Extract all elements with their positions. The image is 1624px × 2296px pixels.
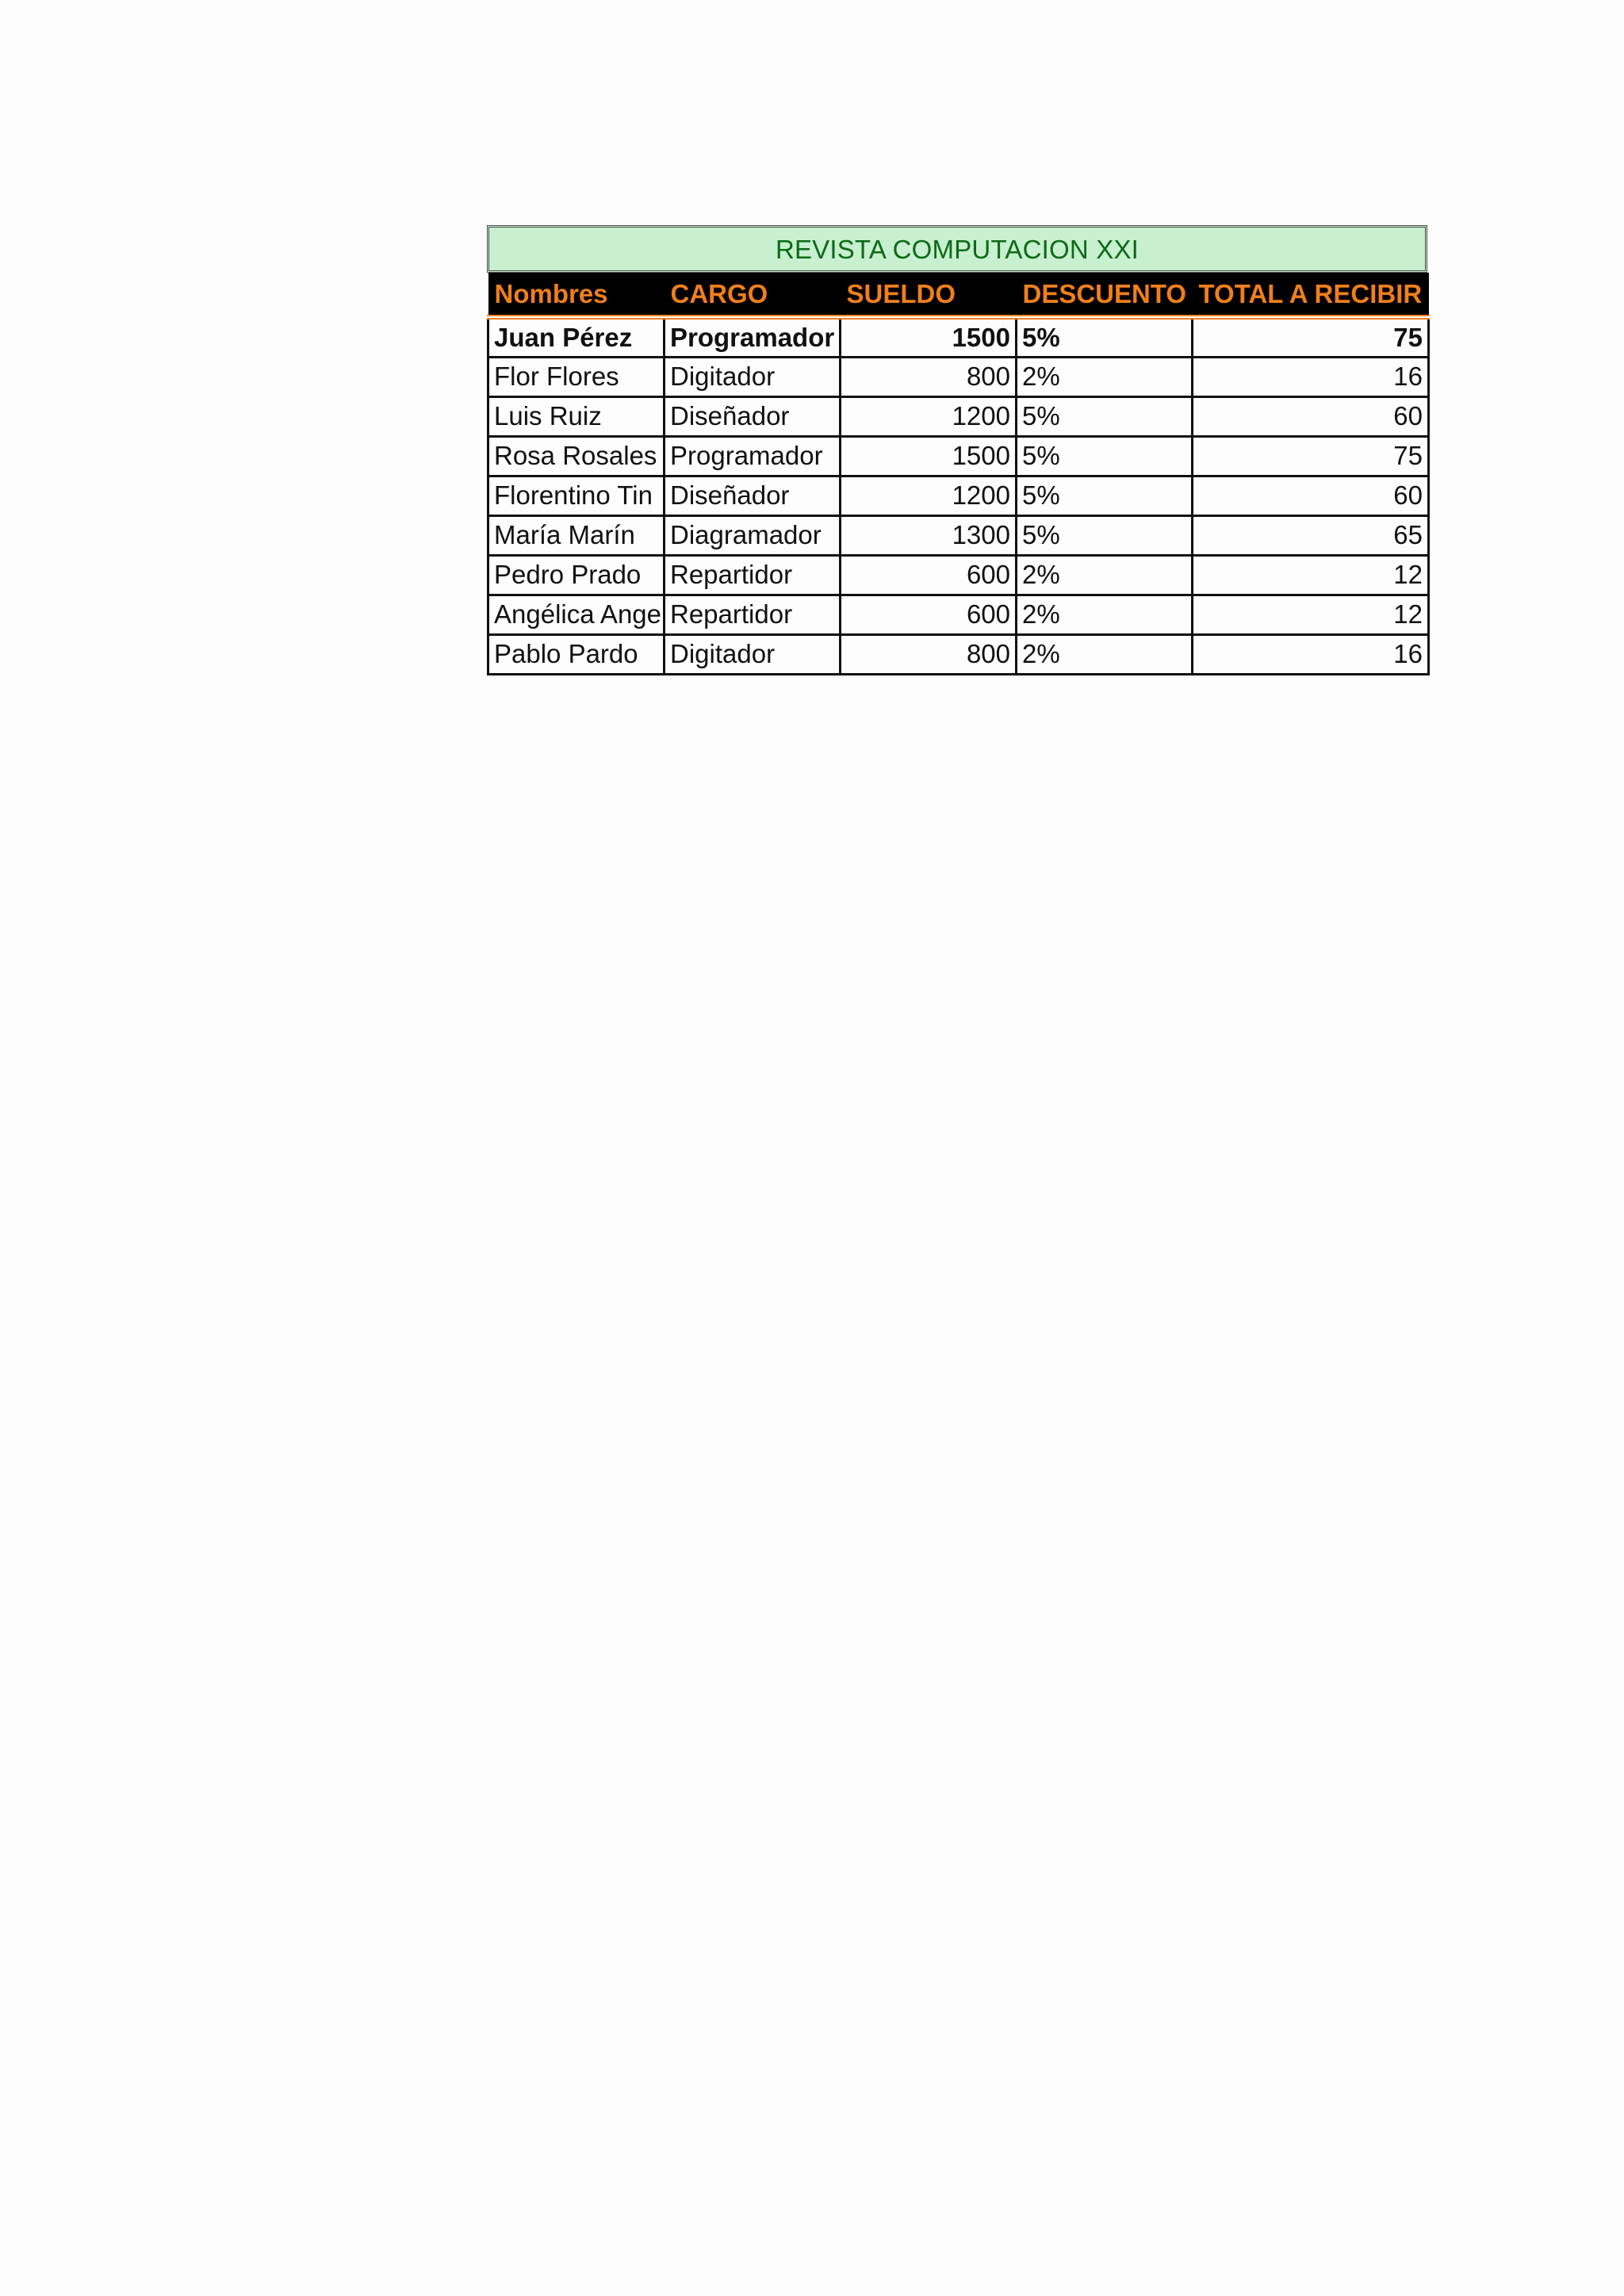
cell-descuento: 5% [1017,317,1193,357]
table-row [488,357,1429,396]
cell-total: 16 [1193,357,1429,396]
cell-total: 75 [1193,317,1429,357]
header-descuento: DESCUENTO [1017,273,1193,317]
table-row [488,396,1429,436]
table-title: REVISTA COMPUTACION XXI [775,235,1139,264]
cell-cargo: Diseñador [665,476,841,515]
payroll-table [487,273,1430,675]
table-row [488,515,1429,555]
cell-descuento: 2% [1017,595,1193,634]
cell-nombre: Rosa Rosales [488,436,665,476]
table-row [488,555,1429,595]
table-row [488,476,1429,515]
cell-sueldo: 1200 [841,476,1017,515]
cell-sueldo: 800 [841,357,1017,396]
table-header [488,273,1429,317]
cell-descuento: 2% [1017,555,1193,595]
cell-sueldo: 1500 [841,436,1017,476]
cell-descuento: 2% [1017,357,1193,396]
cell-total: 60 [1193,396,1429,436]
cell-sueldo: 1300 [841,515,1017,555]
cell-cargo: Programador [665,436,841,476]
cell-nombre: Pedro Prado [488,555,665,595]
cell-descuento: 5% [1017,515,1193,555]
cell-cargo: Programador [665,317,841,357]
cell-sueldo: 1200 [841,396,1017,436]
cell-total: 65 [1193,515,1429,555]
header-total-a-recibir: TOTAL A RECIBIR [1193,273,1429,317]
cell-nombre: Angélica Ange [488,595,665,634]
cell-descuento: 5% [1017,436,1193,476]
cell-total: 12 [1193,555,1429,595]
cell-nombre: Juan Pérez [488,317,665,357]
cell-sueldo: 800 [841,634,1017,674]
cell-nombre: María Marín [488,515,665,555]
table-body [488,317,1429,674]
cell-total: 75 [1193,436,1429,476]
cell-nombre: Florentino Tin [488,476,665,515]
cell-cargo: Digitador [665,357,841,396]
cell-nombre: Pablo Pardo [488,634,665,674]
cell-descuento: 2% [1017,634,1193,674]
header-sueldo: SUELDO [841,273,1017,317]
cell-total: 12 [1193,595,1429,634]
cell-sueldo: 600 [841,595,1017,634]
cell-sueldo: 600 [841,555,1017,595]
header-row [488,273,1429,317]
cell-cargo: Repartidor [665,555,841,595]
cell-nombre: Flor Flores [488,357,665,396]
cell-total: 60 [1193,476,1429,515]
cell-nombre: Luis Ruiz [488,396,665,436]
table-title-banner [487,225,1427,273]
header-nombres: Nombres [488,273,665,317]
cell-sueldo: 1500 [841,317,1017,357]
cell-descuento: 5% [1017,476,1193,515]
table-row [488,317,1429,357]
table-row [488,436,1429,476]
cell-cargo: Repartidor [665,595,841,634]
cell-total: 16 [1193,634,1429,674]
cell-cargo: Digitador [665,634,841,674]
cell-descuento: 5% [1017,396,1193,436]
spreadsheet-region [487,225,1429,675]
table-row [488,595,1429,634]
table-row [488,634,1429,674]
cell-cargo: Diagramador [665,515,841,555]
cell-cargo: Diseñador [665,396,841,436]
header-cargo: CARGO [665,273,841,317]
